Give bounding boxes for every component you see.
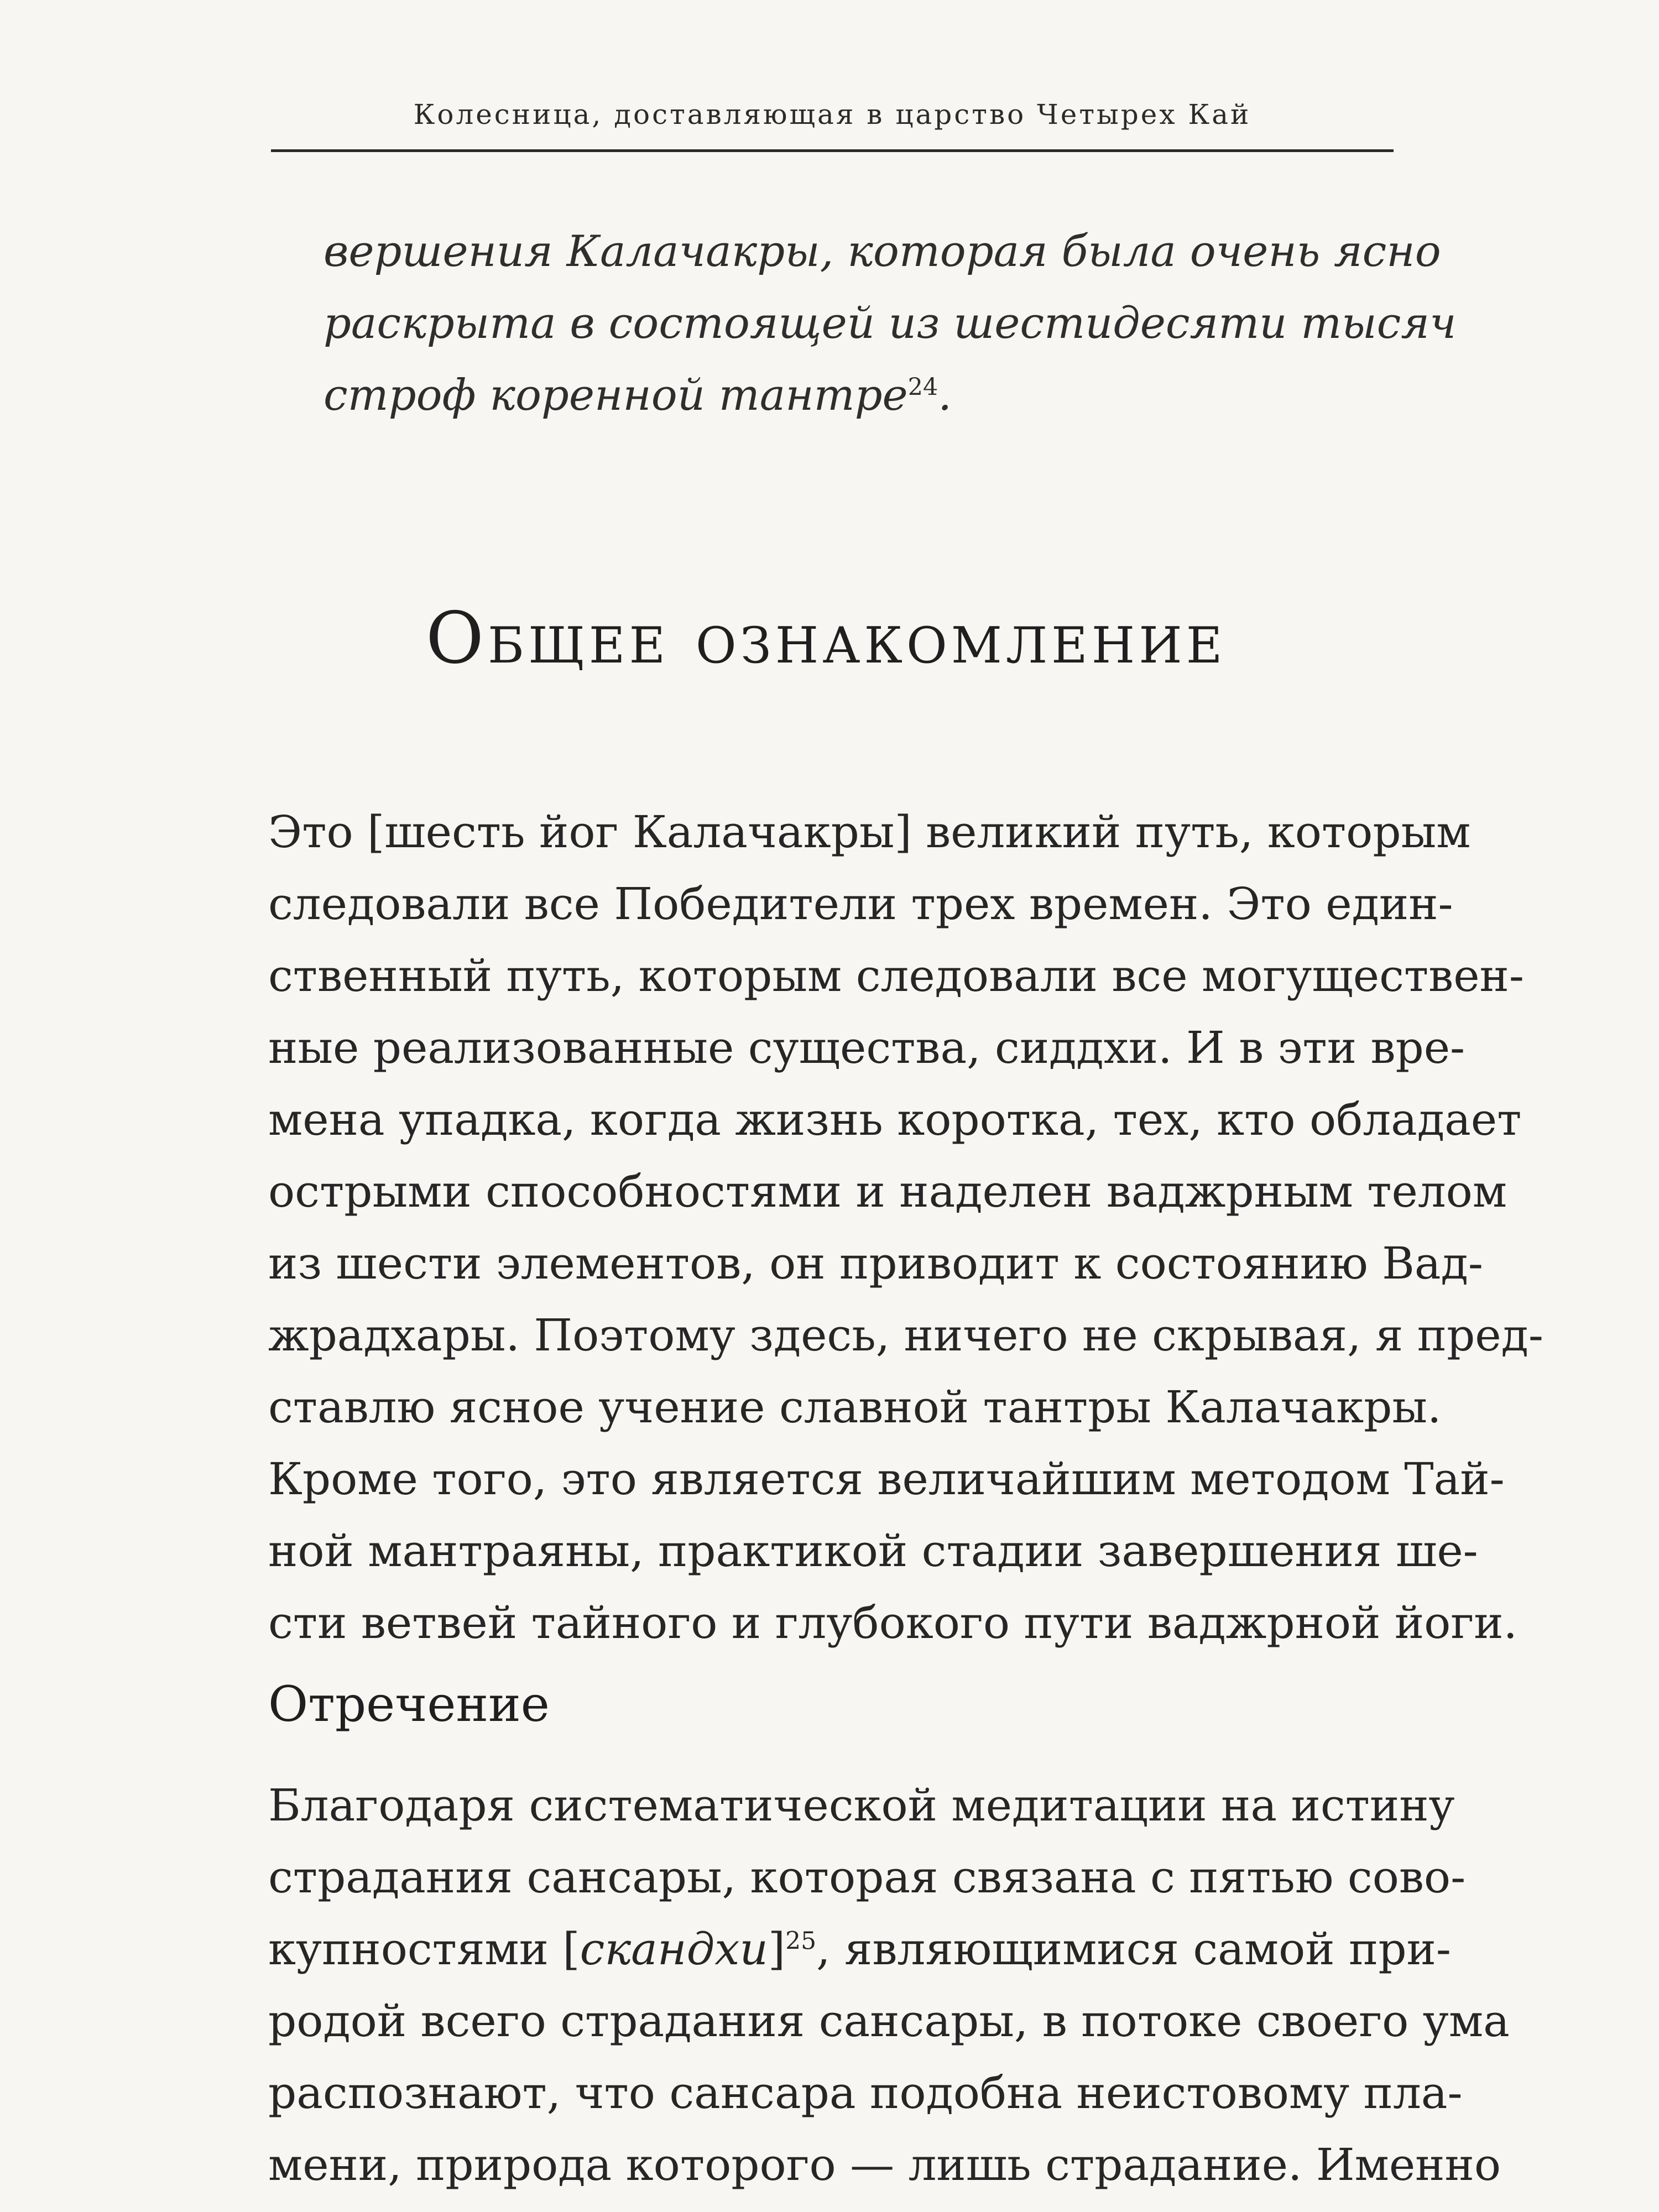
paragraph-line: ственный путь, которым следовали все могуществен-: [268, 950, 1524, 1001]
quote-line-last: [324, 359, 1385, 431]
paragraph-line: Благодаря систематической медитации на истину: [268, 1780, 1455, 1831]
quote-line-text: строф коренной тантре: [324, 371, 908, 420]
paragraph-line: Кроме того, это является величайшим методом Тай-: [268, 1453, 1505, 1505]
paragraph-line: распознают, что сансара подобна неистовому пла-: [268, 2067, 1463, 2119]
line-segment: ]: [768, 1923, 786, 1975]
paragraph-line: жрадхары. Поэтому здесь, ничего не скрывая, я пред-: [268, 1310, 1543, 1361]
quote-block: [324, 216, 1457, 431]
header-rule: [271, 149, 1394, 152]
paragraph-line: ной мантраяны, практикой стадии завершения ше-: [268, 1525, 1478, 1577]
subsection-title: Отречение: [268, 1676, 550, 1733]
paragraph-line: родой всего страдания сансары, в потоке своего ума: [268, 1995, 1510, 2047]
quote-line: вершения Калачакры, которая была очень ясно: [324, 227, 1441, 276]
paragraph-line: мена упадка, когда жизнь коротка, тех, кто обладает: [268, 1094, 1522, 1145]
paragraph-line: следовали все Победители трех времен. Это един-: [268, 878, 1453, 930]
section-title: Общее ознакомление: [426, 597, 1227, 680]
paragraph-line: Это [шесть йог Калачакры] великий путь, которым: [268, 806, 1471, 858]
quote-end: .: [938, 371, 952, 420]
paragraph-line: сти ветвей тайного и глубокого пути ваджрной йоги.: [268, 1597, 1517, 1648]
running-header: Колесница, доставляющая в царство Четырех Кай: [413, 98, 1251, 131]
quote-line: раскрыта в состоящей из шестидесяти тысяч: [324, 299, 1457, 348]
paragraph: [268, 1770, 1510, 2201]
paragraph-line: [268, 1913, 1451, 1985]
paragraph-line: страдания сансары, которая связана с пятью сово-: [268, 1851, 1466, 1903]
line-segment: , являющимися самой при-: [816, 1923, 1451, 1975]
footnote-marker: 25: [785, 1927, 817, 1955]
paragraph-line: острыми способностями и наделен ваджрным телом: [268, 1166, 1507, 1217]
emphasis-term: скандхи: [580, 1923, 768, 1975]
footnote-marker: 24: [907, 373, 938, 401]
paragraph: [268, 796, 1543, 1659]
line-segment: купностями [: [268, 1923, 580, 1975]
paragraph-line: ные реализованные существа, сиддхи. И в эти вре-: [268, 1022, 1465, 1073]
paragraph-line: ставлю ясное учение славной тантры Калачакры.: [268, 1381, 1442, 1433]
paragraph-line: мени, природа которого — лишь страдание. Именно: [268, 2139, 1501, 2190]
paragraph-line: из шести элементов, он приводит к состоянию Вад-: [268, 1238, 1483, 1289]
